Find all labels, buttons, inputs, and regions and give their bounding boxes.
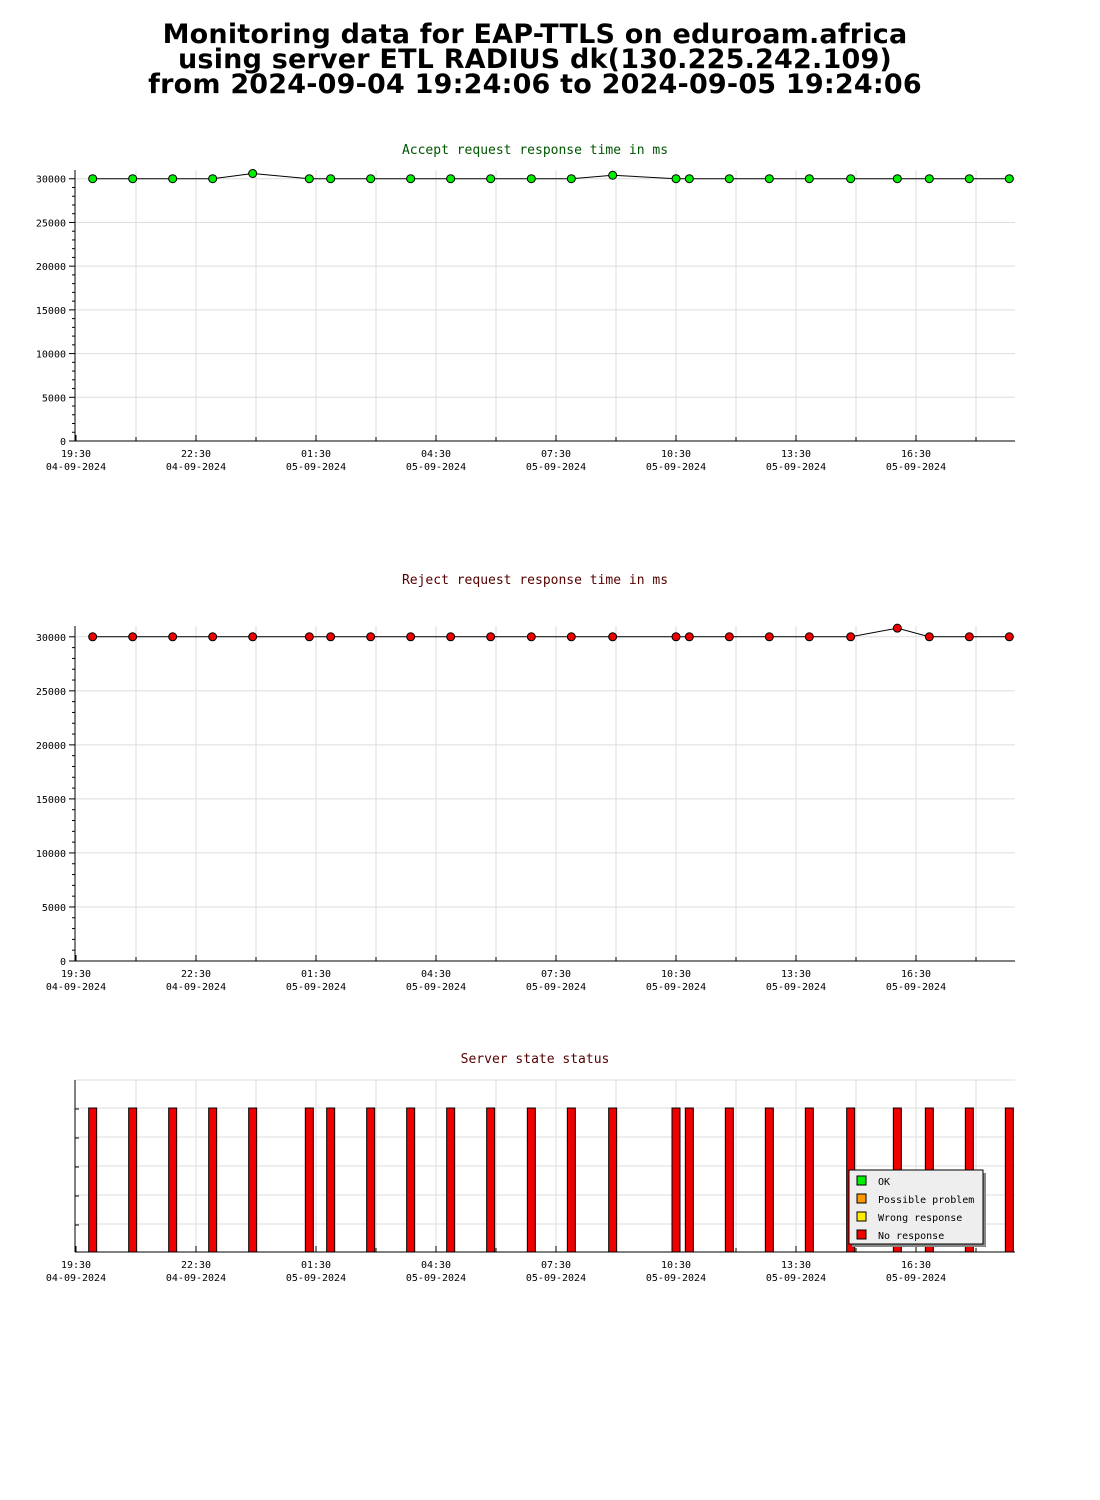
- status-chart-bar: [672, 1108, 680, 1252]
- accept-chart-data-point: [327, 175, 335, 183]
- accept-chart-ytick-label: 15000: [35, 305, 66, 317]
- accept-chart-xtick-date: 05-09-2024: [525, 462, 587, 473]
- reject-chart-data-point: [527, 633, 535, 641]
- status-chart-bar: [89, 1108, 97, 1252]
- reject-chart-data-point: [447, 633, 455, 641]
- reject-chart-xtick-date: 05-09-2024: [285, 982, 347, 993]
- status-chart-xtick-time: 16:30: [900, 1260, 932, 1271]
- accept-chart-data-point: [725, 175, 733, 183]
- reject-chart-xtick-time: 22:30: [180, 969, 212, 980]
- status-chart-bar: [609, 1108, 617, 1252]
- reject-chart-data-point: [805, 633, 813, 641]
- reject-chart-xtick-time: 13:30: [780, 969, 812, 980]
- accept-chart-xtick-time: 16:30: [900, 449, 932, 460]
- accept-chart-data-point: [765, 175, 773, 183]
- status-chart-xtick-date: 05-09-2024: [645, 1273, 707, 1284]
- legend-swatch: [857, 1194, 866, 1203]
- status-chart-xtick-time: 10:30: [660, 1260, 692, 1271]
- status-chart-bar: [367, 1108, 375, 1252]
- status-chart-bar: [209, 1108, 217, 1252]
- accept-chart-xtick-time: 07:30: [540, 449, 572, 460]
- status-chart-bar: [805, 1108, 813, 1252]
- status-chart-bar: [169, 1108, 177, 1252]
- accept-chart-xtick-time: 04:30: [420, 449, 452, 460]
- reject-chart-data-point: [89, 633, 97, 641]
- reject-chart-xtick-time: 07:30: [540, 969, 572, 980]
- reject-chart-data-point: [965, 633, 973, 641]
- status-chart-bar: [487, 1108, 495, 1252]
- status-chart-bar: [527, 1108, 535, 1252]
- title-line-3: from 2024-09-04 19:24:06 to 2024-09-05 19:24:06: [148, 69, 922, 100]
- accept-chart-xtick-date: 05-09-2024: [405, 462, 467, 473]
- reject-chart-xtick-date: 05-09-2024: [525, 982, 587, 993]
- reject-chart-ytick-label: 5000: [41, 902, 66, 914]
- accept-chart-data-point: [249, 169, 257, 177]
- status-chart-xtick-time: 22:30: [180, 1260, 212, 1271]
- status-chart-xtick-date: 04-09-2024: [45, 1273, 107, 1284]
- legend-swatch: [857, 1212, 866, 1221]
- reject-chart-title: Reject request response time in ms: [401, 573, 669, 588]
- reject-chart-data-point: [169, 633, 177, 641]
- status-chart-bar: [129, 1108, 137, 1252]
- status-chart-bar: [725, 1108, 733, 1252]
- legend-swatch: [857, 1230, 866, 1239]
- reject-chart-data-point: [567, 633, 575, 641]
- accept-chart-data-point: [367, 175, 375, 183]
- accept-chart-data-point: [1005, 175, 1013, 183]
- reject-chart-ytick-label: 15000: [35, 794, 66, 806]
- accept-chart-xtick-time: 22:30: [180, 449, 212, 460]
- reject-chart-data-point: [847, 633, 855, 641]
- reject-chart-xtick-date: 05-09-2024: [885, 982, 947, 993]
- accept-chart-data-point: [209, 175, 217, 183]
- accept-chart-ytick-label: 5000: [41, 393, 66, 405]
- status-chart-bar: [407, 1108, 415, 1252]
- reject-chart-xtick-time: 10:30: [660, 969, 692, 980]
- reject-chart-xtick-date: 05-09-2024: [405, 982, 467, 993]
- accept-chart-data-point: [407, 175, 415, 183]
- legend-label: No response: [878, 1231, 945, 1242]
- accept-chart-ytick-label: 30000: [35, 174, 66, 186]
- status-chart-bar: [765, 1108, 773, 1252]
- accept-chart-data-point: [672, 175, 680, 183]
- legend-swatch: [857, 1176, 866, 1185]
- accept-chart-xtick-time: 10:30: [660, 449, 692, 460]
- accept-chart-data-point: [305, 175, 313, 183]
- reject-chart-xtick-date: 04-09-2024: [45, 982, 107, 993]
- reject-chart-series-line: [93, 628, 1010, 637]
- accept-chart-xtick-time: 13:30: [780, 449, 812, 460]
- accept-chart-data-point: [685, 175, 693, 183]
- reject-chart-ytick-label: 10000: [35, 848, 66, 860]
- reject-chart-data-point: [765, 633, 773, 641]
- reject-chart-data-point: [685, 633, 693, 641]
- reject-chart-data-point: [367, 633, 375, 641]
- reject-chart-data-point: [893, 624, 901, 632]
- status-chart-bar: [249, 1108, 257, 1252]
- accept-chart-data-point: [805, 175, 813, 183]
- status-chart-xtick-date: 05-09-2024: [285, 1273, 347, 1284]
- title-line-2: using server ETL RADIUS dk(130.225.242.109): [178, 44, 892, 75]
- reject-chart-xtick-date: 05-09-2024: [645, 982, 707, 993]
- reject-chart-data-point: [672, 633, 680, 641]
- reject-chart-ytick-label: 20000: [35, 740, 66, 752]
- reject-chart-data-point: [609, 633, 617, 641]
- reject-chart-xtick-date: 05-09-2024: [765, 982, 827, 993]
- reject-chart-data-point: [725, 633, 733, 641]
- status-chart-xtick-time: 07:30: [540, 1260, 572, 1271]
- title-line-1: Monitoring data for EAP-TTLS on eduroam.africa: [162, 19, 908, 50]
- status-chart-bar: [685, 1108, 693, 1252]
- status-chart-title: Server state status: [460, 1052, 610, 1067]
- legend-label: Possible problem: [878, 1195, 975, 1206]
- reject-chart-data-point: [327, 633, 335, 641]
- reject-chart-xtick-date: 04-09-2024: [165, 982, 227, 993]
- accept-chart-xtick-time: 19:30: [60, 449, 92, 460]
- accept-chart-data-point: [965, 175, 973, 183]
- accept-chart-xtick-date: 05-09-2024: [645, 462, 707, 473]
- accept-chart-data-point: [609, 171, 617, 179]
- status-chart-bar: [1005, 1108, 1013, 1252]
- accept-chart-data-point: [893, 175, 901, 183]
- status-chart-xtick-date: 05-09-2024: [765, 1273, 827, 1284]
- status-chart-xtick-time: 19:30: [60, 1260, 92, 1271]
- accept-chart-data-point: [925, 175, 933, 183]
- accept-chart-data-point: [169, 175, 177, 183]
- status-chart-bar: [327, 1108, 335, 1252]
- accept-chart-data-point: [527, 175, 535, 183]
- reject-chart-data-point: [407, 633, 415, 641]
- status-chart-xtick-time: 13:30: [780, 1260, 812, 1271]
- accept-chart-data-point: [129, 175, 137, 183]
- status-chart-xtick-date: 04-09-2024: [165, 1273, 227, 1284]
- accept-chart-xtick-date: 04-09-2024: [45, 462, 107, 473]
- reject-chart-data-point: [305, 633, 313, 641]
- status-chart-bar: [305, 1108, 313, 1252]
- reject-chart-data-point: [129, 633, 137, 641]
- accept-chart-data-point: [567, 175, 575, 183]
- reject-chart-data-point: [925, 633, 933, 641]
- accept-chart-data-point: [89, 175, 97, 183]
- accept-chart-ytick-label: 20000: [35, 262, 66, 274]
- reject-chart-ytick-label: 30000: [35, 632, 66, 644]
- reject-chart-xtick-time: 19:30: [60, 969, 92, 980]
- accept-chart-data-point: [447, 175, 455, 183]
- status-chart-bar: [567, 1108, 575, 1252]
- reject-chart-xtick-time: 16:30: [900, 969, 932, 980]
- accept-chart-ytick-label: 10000: [35, 349, 66, 361]
- reject-chart-ytick-label: 25000: [35, 686, 66, 698]
- accept-chart-title: Accept request response time in ms: [401, 143, 669, 158]
- accept-chart-xtick-date: 05-09-2024: [765, 462, 827, 473]
- accept-chart-xtick-date: 04-09-2024: [165, 462, 227, 473]
- accept-chart-series-line: [93, 173, 1010, 178]
- accept-chart-ytick-label: 25000: [35, 218, 66, 230]
- accept-chart-xtick-time: 01:30: [300, 449, 332, 460]
- status-chart-xtick-time: 04:30: [420, 1260, 452, 1271]
- status-chart-xtick-date: 05-09-2024: [405, 1273, 467, 1284]
- reject-chart-xtick-time: 04:30: [420, 969, 452, 980]
- reject-chart-data-point: [1005, 633, 1013, 641]
- accept-chart-xtick-date: 05-09-2024: [285, 462, 347, 473]
- reject-chart-data-point: [209, 633, 217, 641]
- status-chart-bar: [447, 1108, 455, 1252]
- accept-chart-data-point: [847, 175, 855, 183]
- accept-chart-data-point: [487, 175, 495, 183]
- status-chart-xtick-time: 01:30: [300, 1260, 332, 1271]
- reject-chart-data-point: [249, 633, 257, 641]
- reject-chart-xtick-time: 01:30: [300, 969, 332, 980]
- status-chart-xtick-date: 05-09-2024: [525, 1273, 587, 1284]
- reject-chart-data-point: [487, 633, 495, 641]
- status-chart-xtick-date: 05-09-2024: [885, 1273, 947, 1284]
- legend-label: OK: [878, 1177, 891, 1188]
- accept-chart-ytick-label: 0: [59, 437, 66, 448]
- reject-chart-ytick-label: 0: [59, 957, 66, 968]
- legend-label: Wrong response: [878, 1213, 963, 1224]
- accept-chart-xtick-date: 05-09-2024: [885, 462, 947, 473]
